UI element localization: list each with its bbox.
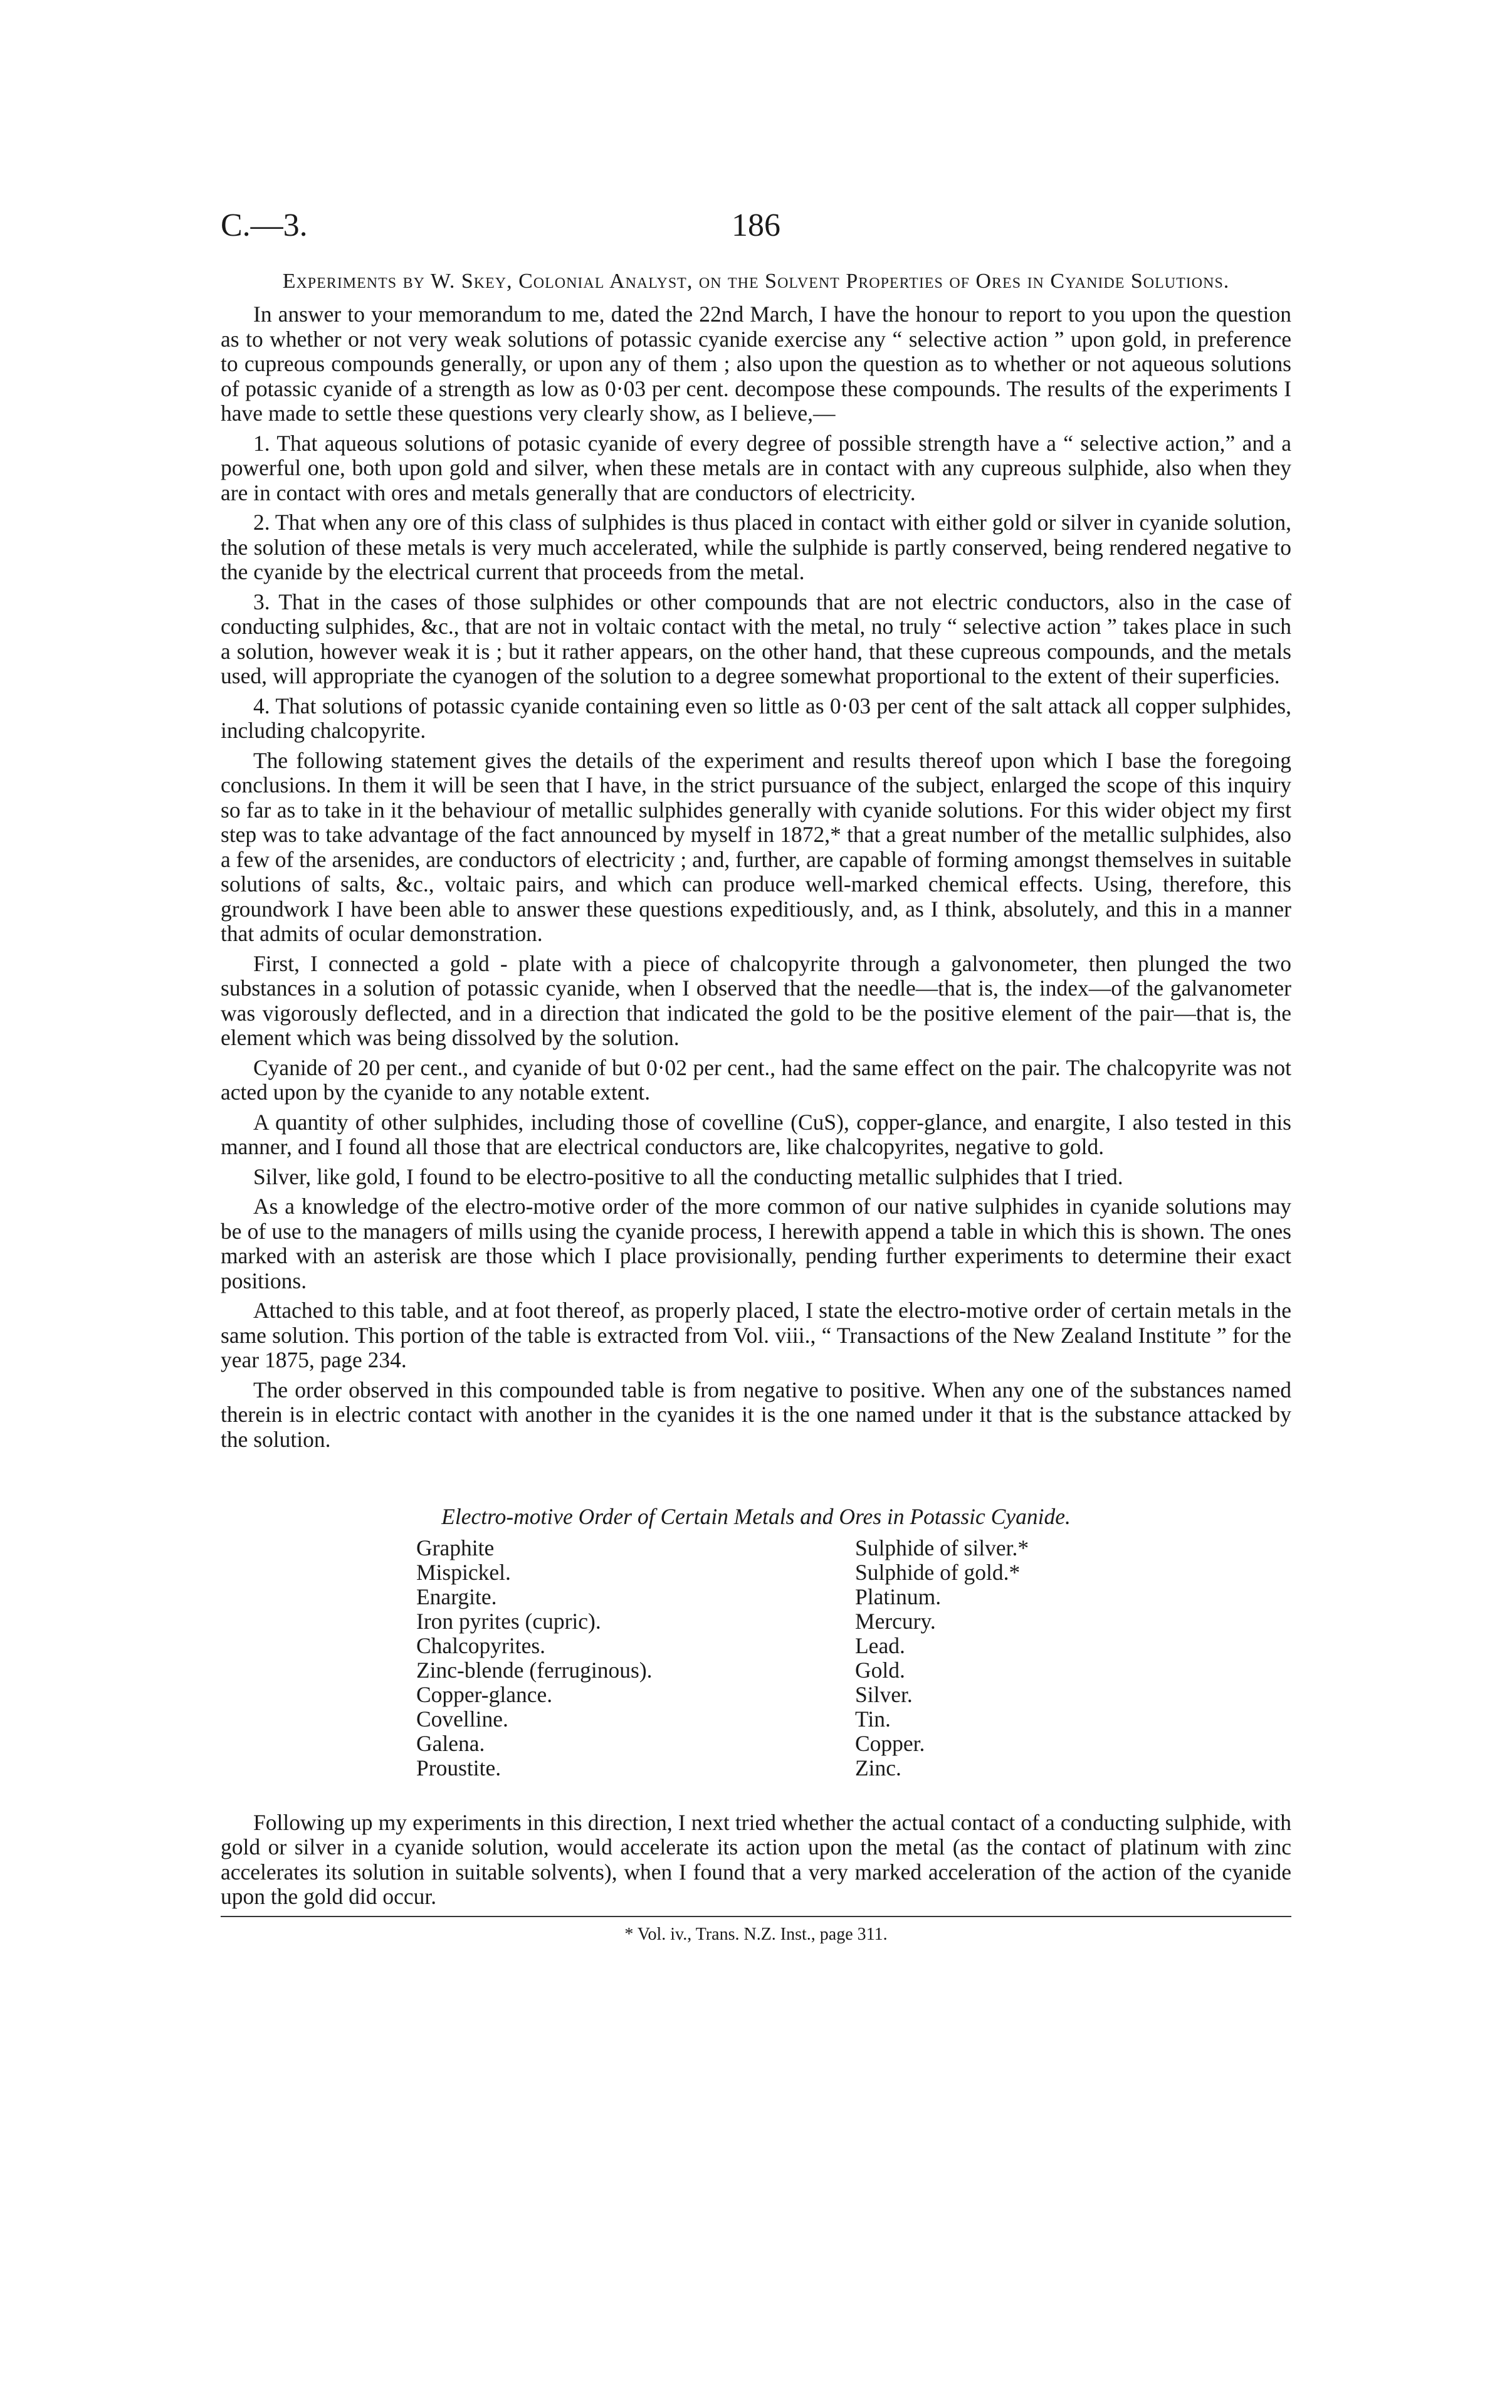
electromotive-order-table xyxy=(221,1536,1291,1794)
table-entry: Copper. xyxy=(855,1730,925,1756)
closing-paragraph: Following up my experiments in this direction, I next tried whether the actual contact of a conducting sulphide, with gold or silver in a cyanide solution, would accelerate its action upon the metal (as the contact of platinum with zinc accelerates its solution in suitable solvents), when I found that a very marked acceleration of the action of the cyanide upon the gold did occur. xyxy=(221,1809,1291,1909)
table-entry: Tin. xyxy=(855,1706,891,1732)
table-entry: Chalcopyrites. xyxy=(416,1632,546,1658)
footnote-divider xyxy=(221,1916,1291,1917)
paragraph: 4. That solutions of potassic cyanide containing even so little as 0·03 per cent of the salt attack all copper sulphides, including chalcopyrite. xyxy=(221,693,1291,743)
paragraph: A quantity of other sulphides, including those of covelline (CuS), copper-glance, and enargite, I also tested in this manner, and I found all those that are electrical conductors are, like chalcopyrites, negative to gold. xyxy=(221,1109,1291,1159)
paragraph: Silver, like gold, I found to be electro-positive to all the conducting metallic sulphides that I tried. xyxy=(253,1164,1123,1189)
table-entry: Enargite. xyxy=(416,1584,497,1609)
table-entry: Galena. xyxy=(416,1730,485,1756)
table-title: Electro-motive Order of Certain Metals and Ores in Potassic Cyanide. xyxy=(441,1504,1071,1529)
table-entry: Lead. xyxy=(855,1632,905,1658)
table-entry: Mercury. xyxy=(855,1608,936,1634)
table-entry: Sulphide of gold.* xyxy=(855,1559,1021,1585)
paragraph: 1. That aqueous solutions of potasic cyanide of every degree of possible strength have a “ selective action,” and a powerful one, both upon gold and silver, when these metals are in contact with any cupreous sulphide, also when they are in contact with ores and metals generally that are conductors of electricity. xyxy=(221,430,1291,505)
paragraph: The following statement gives the details of the experiment and results thereof upon which I base the foregoing conclusions. In them it will be seen that I have, in the strict pursuance of the subject, enlarged the scope of this inquiry so far as to take in it the behaviour of metallic sulphides generally with cyanide solutions. For this wider object my first step was to take advantage of the fact announced by myself in 1872,* that a great number of the metallic sulphides, also a few of the arsenides, are conductors of electricity ; and, further, are capable of forming amongst themselves in suitable solutions of salts, &c., voltaic pairs, and which can produce well-marked chemical effects. Using, therefore, this groundwork I have been able to answer these questions expeditiously, and, as I think, absolutely, and this in a manner that admits of ocular demonstration. xyxy=(221,747,1291,946)
paragraph: In answer to your memorandum to me, dated the 22nd March, I have the honour to report to you upon the question as to whether or not very weak solutions of potassic cyanide exercise any “ selective action ” upon gold, in preference to cupreous compounds generally, or upon any of them ; also upon the question as to whether or not aqueous solutions of potassic cyanide of a strength as low as 0·03 per cent. decompose these compounds. The results of the experiments I have made to settle these questions very clearly show, as I believe,— xyxy=(221,302,1291,426)
paragraph: 2. That when any ore of this class of sulphides is thus placed in contact with either gold or silver in cyanide solution, the solution of these metals is very much accelerated, while the sulphide is partly conserved, being rendered negative to the cyanide by the electrical current that proceeds from the metal. xyxy=(221,510,1291,584)
report-title: Experiments by W. Skey, Colonial Analyst, on the Solvent Properties of Ores in Cyanide Solutions. xyxy=(282,270,1230,293)
table-column-metals xyxy=(855,1536,1029,1780)
table-entry: Proustite. xyxy=(416,1755,501,1780)
page-header xyxy=(221,207,1291,251)
table-entry: Silver. xyxy=(855,1681,913,1707)
footnote: * Vol. iv., Trans. N.Z. Inst., page 311. xyxy=(624,1924,888,1944)
table-entry: Iron pyrites (cupric). xyxy=(416,1608,601,1634)
table-entry: Mispickel. xyxy=(416,1559,511,1585)
table-entry: Zinc. xyxy=(855,1755,901,1780)
table-column-ores xyxy=(416,1536,653,1780)
paragraph: The order observed in this compounded table is from negative to positive. When any one of the substances named therein is in electric contact with another in the cyanides it is the one named under it that is the substance attacked by the solution. xyxy=(221,1377,1291,1452)
paragraph: First, I connected a gold - plate with a piece of chalcopyrite through a galvonometer, then plunged the two substances in a solution of potassic cyanide, when I observed that the needle—that is, the index—of the galvanometer was vigorously deflected, and in a direction that indicated the gold to be the positive element of the pair—that is, the element which was being dissolved by the solution. xyxy=(221,950,1291,1050)
paragraph: Cyanide of 20 per cent., and cyanide of but 0·02 per cent., had the same effect on the pair. The chalcopyrite was not acted upon by the cyanide to any notable extent. xyxy=(221,1054,1291,1105)
table-entry: Gold. xyxy=(855,1657,905,1683)
paragraph: As a knowledge of the electro-motive order of the more common of our native sulphides in cyanide solutions may be of use to the managers of mills using the cyanide process, I herewith append a table in which this is shown. The ones marked with an asterisk are those which I place provisionally, pending further experiments to determine their exact positions. xyxy=(221,1194,1291,1293)
table-entry: Copper-glance. xyxy=(416,1681,553,1707)
table-entry: Graphite xyxy=(416,1535,495,1560)
table-entry: Platinum. xyxy=(855,1584,942,1609)
paragraph: 3. That in the cases of those sulphides or other compounds that are not electric conductors, also in the case of conducting sulphides, &c., that are not in voltaic contact with the metal, no truly “ selective action ” takes place in such a solution, however weak it is ; but it rather appears, on the other hand, that these cupreous compounds, and the metals used, will appropriate the cyanogen of the solution to a degree somewhat proportional to the extent of their superficies. xyxy=(221,589,1291,688)
table-entry: Covelline. xyxy=(416,1706,508,1732)
document-body xyxy=(221,270,1291,1945)
page-number: 186 xyxy=(732,208,780,243)
paragraph: Attached to this table, and at foot thereof, as properly placed, I state the electro-motive order of certain metals in the same solution. This portion of the table is extracted from Vol. viii., “ Transactions of the New Zealand Institute ” for the year 1875, page 234. xyxy=(221,1298,1291,1372)
document-code: C.—3. xyxy=(221,208,308,243)
table-entry: Zinc-blende (ferruginous). xyxy=(416,1657,653,1683)
table-entry: Sulphide of silver.* xyxy=(855,1535,1029,1560)
